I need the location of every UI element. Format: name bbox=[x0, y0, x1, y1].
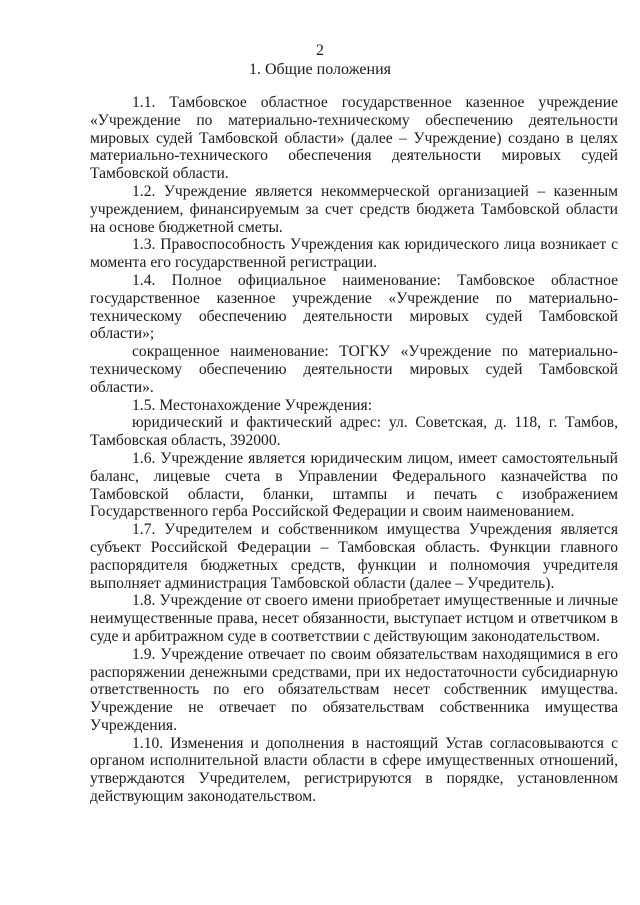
paragraph-1-1: 1.1. Тамбовское областное государственное казенное учреждение «Учреждение по материально-техническому обеспечению деятельности мировых судей Тамбовской области» (далее – Учреждение) создано в целях материально-технического обеспечения деятельности мировых судей Тамбовской области. bbox=[90, 94, 618, 183]
paragraph-1-3: 1.3. Правоспособность Учреждения как юридического лица возникает с момента его государственной регистрации. bbox=[90, 236, 618, 272]
paragraph-1-9: 1.9. Учреждение отвечает по своим обязательствам находящимися в его распоряжении денежными средствами, при их недостаточности субсидиарную ответственность по его обязательствам несет собственник имущества. Учреждение не отвечает по обязательствам собственника имущества Учреждения. bbox=[90, 645, 618, 734]
paragraph-1-7: 1.7. Учредителем и собственником имущества Учреждения является субъект Российской Федерации – Тамбовская область. Функции главного распорядителя бюджетных средств, функции и полномочия учредителя выполняет администрация Тамбовской области (далее – Учредитель). bbox=[90, 521, 618, 592]
paragraph-1-4-full-name: 1.4. Полное официальное наименование: Тамбовское областное государственное казенное учреждение «Учреждение по материально-техническому обеспечению деятельности мировых судей Тамбовской области»; bbox=[90, 271, 618, 343]
paragraph-1-8: 1.8. Учреждение от своего имени приобретает имущественные и личные неимущественные права, несет обязанности, выступает истцом и ответчиком в суде и арбитражном суде в соответствии с действующим законодательством. bbox=[90, 592, 618, 645]
paragraph-1-4-short-name: сокращенное наименование: ТОГКУ «Учреждение по материально-техническому обеспечению деятельности мировых судей Тамбовской области». bbox=[90, 343, 618, 396]
document-body bbox=[90, 94, 618, 806]
paragraph-1-5: 1.5. Местонахождение Учреждения: bbox=[132, 396, 373, 414]
section-title: 1. Общие положения bbox=[248, 61, 392, 78]
paragraph-1-2: 1.2. Учреждение является некоммерческой организацией – казенным учреждением, финансируемым за счет средств бюджета Тамбовской области на основе бюджетной сметы. bbox=[90, 182, 618, 236]
paragraph-1-5-address: юридический и фактический адрес: ул. Советская, д. 118, г. Тамбов, Тамбовская область, 392000. bbox=[90, 414, 618, 450]
paragraph-1-10: 1.10. Изменения и дополнения в настоящий Устав согласовываются с органом исполнительной власти области в сфере имущественных отношений, утверждаются Учредителем, регистрируются в порядке, установленном действующим законодательством. bbox=[90, 734, 618, 806]
paragraph-1-6: 1.6. Учреждение является юридическим лицом, имеет самостоятельный баланс, лицевые счета в Управлении Федерального казначейства по Тамбовской области, бланки, штампы и печать с изображением Государственного герба Российской Федерации и своим наименованием. bbox=[90, 449, 618, 521]
page-number: 2 bbox=[316, 42, 324, 59]
